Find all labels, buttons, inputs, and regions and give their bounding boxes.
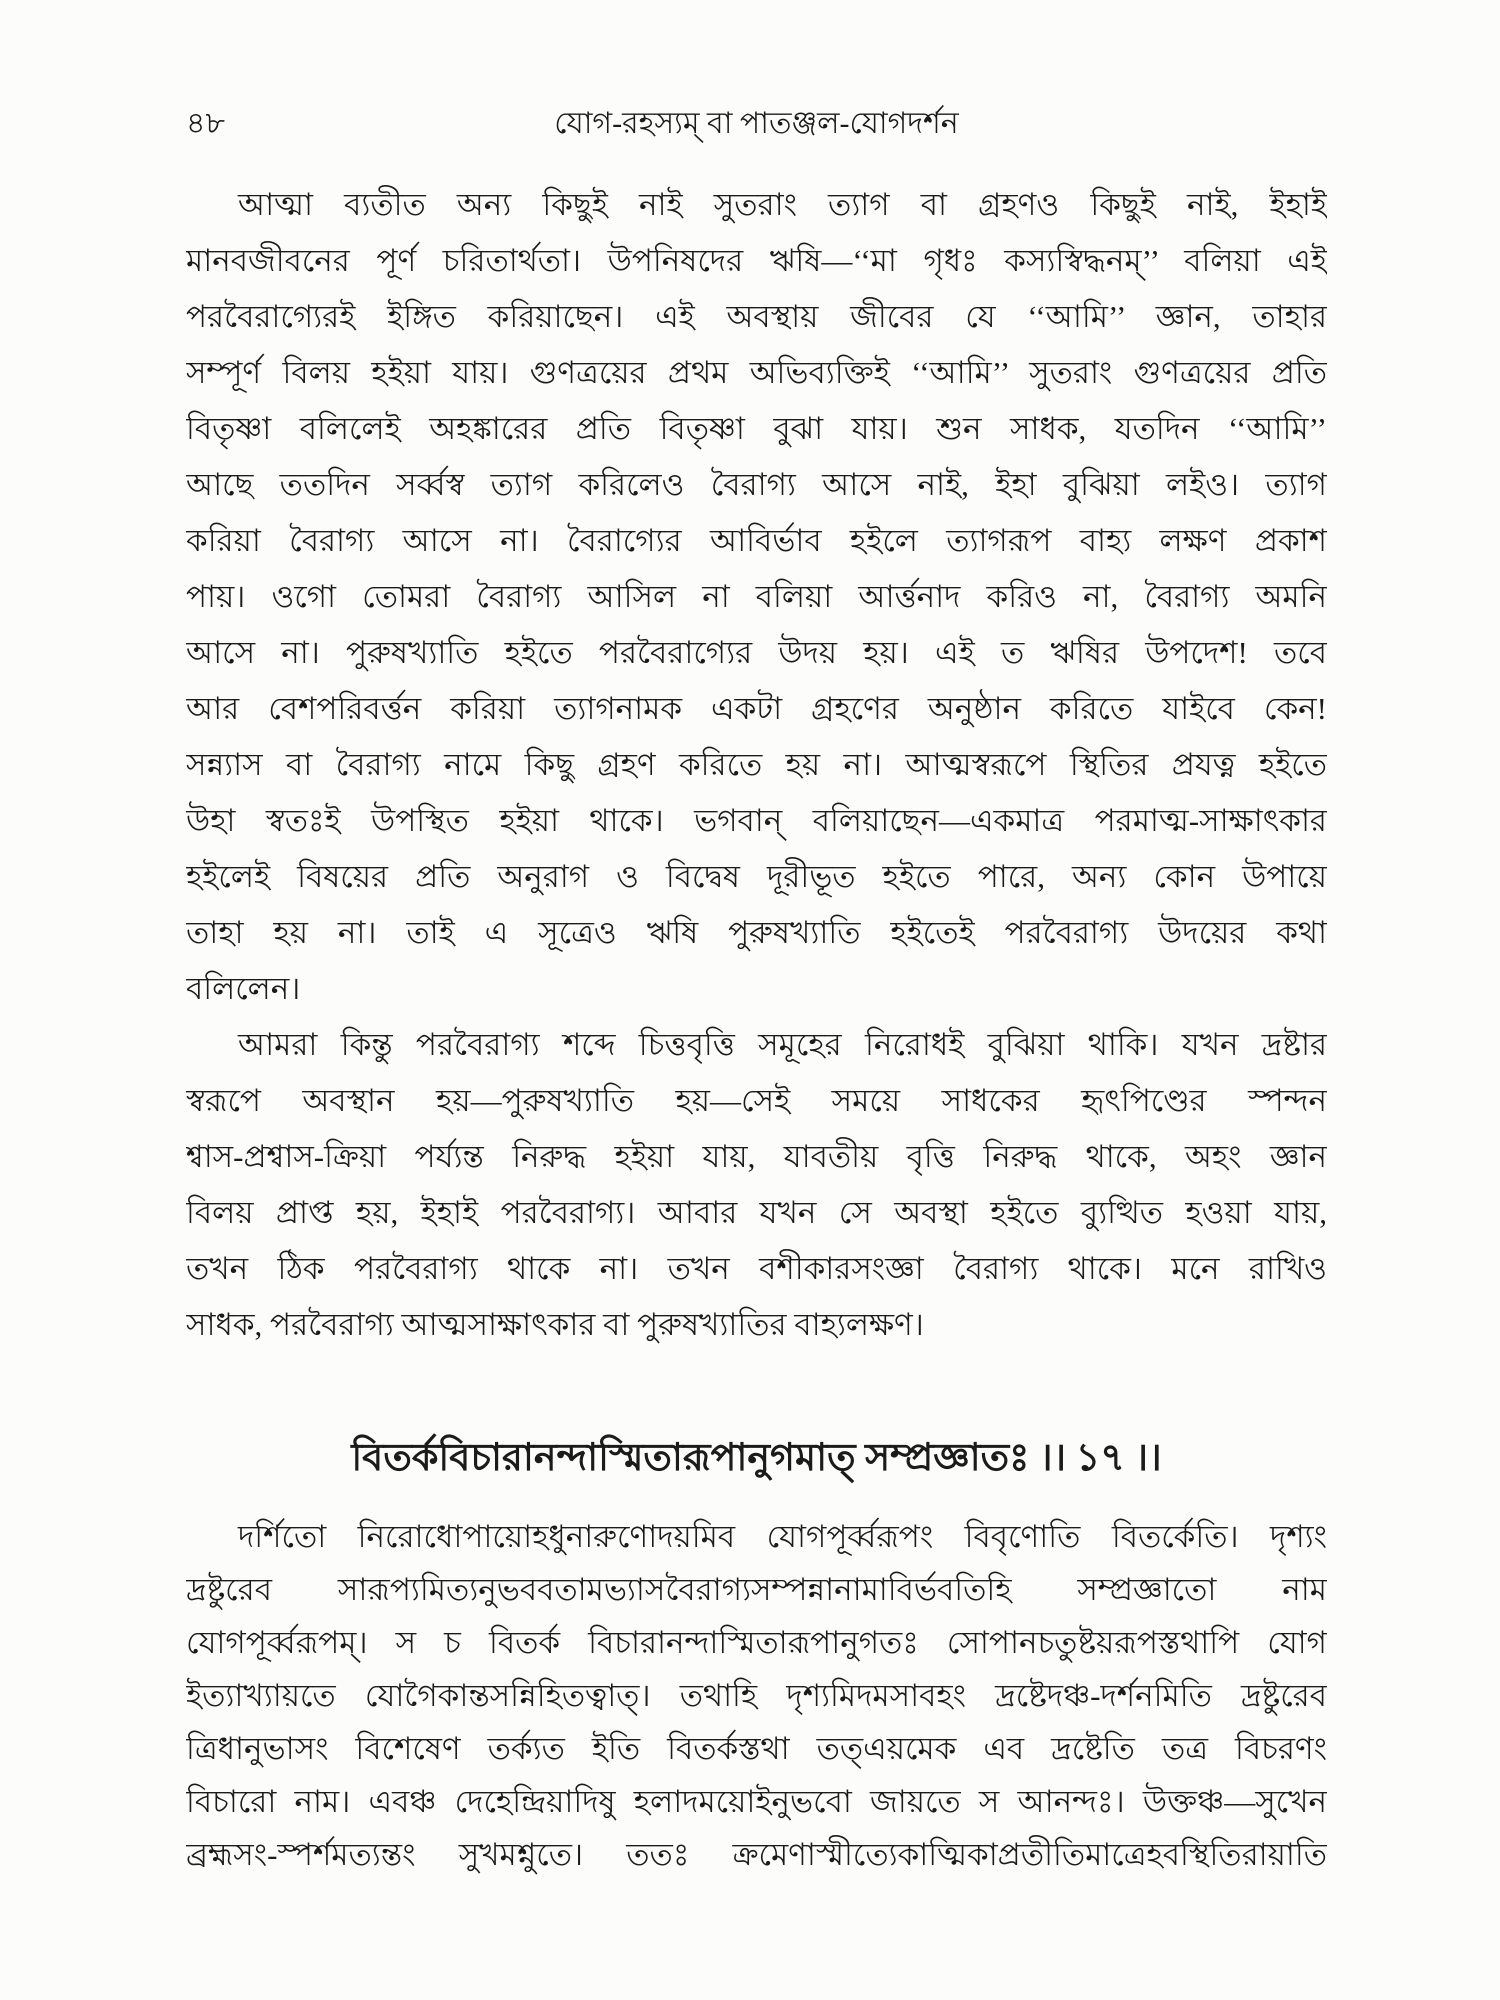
body-text-line: তখন ঠিক পরবৈরাগ্য থাকে না। তখন বশীকারসংজ্ঞা বৈরাগ্য থাকে। মনে রাখিও	[186, 1251, 1327, 1286]
commentary-line: বিচারো নাম। এবঞ্চ দেহেন্দ্রিয়াদিষু হলাদময়োইনুভবো জায়তে স আনন্দঃ। উক্তঞ্চ—সুখেন	[186, 1784, 1327, 1819]
commentary-line: ইত্যাখ্যায়তে যোগৈকান্তসন্নিহিতত্বাত্। তথাহি দৃশ্যমিদমসাবহং দ্রষ্টেদঞ্চ-দর্শনমিতি দ্রষ্টুরেব	[186, 1678, 1327, 1713]
sutra-heading: বিতর্কবিচারানন্দাস্মিতারূপানুগমাত্ সম্প্রজ্ঞাতঃ ।। ১৭ ।।	[351, 1437, 1162, 1479]
body-text-line: করিয়া বৈরাগ্য আসে না। বৈরাগ্যের আবির্ভাব হইলে ত্যাগরূপ বাহ্য লক্ষণ প্রকাশ	[186, 523, 1327, 558]
body-text-line: সাধক, পরবৈরাগ্য আত্মসাক্ষাৎকার বা পুরুষখ্যাতির বাহ্যলক্ষণ।	[186, 1307, 924, 1342]
commentary-line: দ্রষ্টুরেব সারূপ্যমিত্যনুভববতামভ্যাসবৈরাগ্যসম্পন্নানামাবির্ভবতিহি সম্প্রজ্ঞাতো নাম	[186, 1572, 1327, 1607]
paragraph	[186, 177, 1327, 1017]
body-text-line: আসে না। পুরুষখ্যাতি হইতে পরবৈরাগ্যের উদয় হয়। এই ত ঋষির উপদেশ! তবে	[186, 635, 1327, 670]
body-text-line: মানবজীবনের পূর্ণ চরিতার্থতা। উপনিষদের ঋষি—‘‘মা গৃধঃ কস্যস্বিদ্ধনম্’’ বলিয়া এই	[186, 243, 1327, 278]
body-text-line: শ্বাস-প্রশ্বাস-ক্রিয়া পর্য্যন্ত নিরুদ্ধ হইয়া যায়, যাবতীয় বৃত্তি নিরুদ্ধ থাকে, অহং জ্ঞান	[186, 1139, 1327, 1174]
commentary-paragraph	[186, 1510, 1327, 1881]
body-text-line: আছে ততদিন সর্ব্বস্ব ত্যাগ করিলেও বৈরাগ্য আসে নাই, ইহা বুঝিয়া লইও। ত্যাগ	[186, 467, 1327, 502]
body-text-line: স্বরূপে অবস্থান হয়—পুরুষখ্যাতি হয়—সেই সময়ে সাধকের হৃৎপিণ্ডের স্পন্দন	[186, 1083, 1327, 1118]
body-text-line: আত্মা ব্যতীত অন্য কিছুই নাই সুতরাং ত্যাগ বা গ্রহণও কিছুই নাই, ইহাই	[238, 187, 1327, 222]
body-text-line: বিলয় প্রাপ্ত হয়, ইহাই পরবৈরাগ্য। আবার যখন সে অবস্থা হইতে ব্যুত্থিত হওয়া যায়,	[186, 1195, 1327, 1230]
body-text-line: তাহা হয় না। তাই এ সূত্রেও ঋষি পুরুষখ্যাতি হইতেই পরবৈরাগ্য উদয়ের কথা	[186, 915, 1327, 950]
body-text-line: সম্পূর্ণ বিলয় হইয়া যায়। গুণত্রয়ের প্রথম অভিব্যক্তিই ‘‘আমি’’ সুতরাং গুণত্রয়ের প্রতি	[186, 355, 1327, 390]
body-text-line: বলিলেন।	[186, 971, 301, 1006]
commentary-line: ত্রিধানুভাসং বিশেষেণ তর্ক্যত ইতি বিতর্কস্তথা তত্এয়মেক এব দ্রষ্টেতি তত্র বিচরণং	[186, 1731, 1327, 1766]
commentary-line: যোগপূর্ব্বরূপম্। স চ বিতর্ক বিচারানন্দাস্মিতারূপানুগতঃ সোপানচতুষ্টয়রূপস্তথাপি যোগ	[186, 1625, 1327, 1660]
body-text-line: সন্ন্যাস বা বৈরাগ্য নামে কিছু গ্রহণ করিতে হয় না। আত্মস্বরূপে স্থিতির প্রযত্ন হইতে	[186, 747, 1327, 782]
body-text-line: উহা স্বতঃই উপস্থিত হইয়া থাকে। ভগবান্ বলিয়াছেন—একমাত্র পরমাত্ম-সাক্ষাৎকার	[186, 803, 1327, 838]
body-text-line: পায়। ওগো তোমরা বৈরাগ্য আসিল না বলিয়া আর্ত্তনাদ করিও না, বৈরাগ্য অমনি	[186, 579, 1327, 614]
body-text-line: হইলেই বিষয়ের প্রতি অনুরাগ ও বিদ্বেষ দূরীভূত হইতে পারে, অন্য কোন উপায়ে	[186, 859, 1327, 894]
body-text-line: পরবৈরাগ্যেরই ইঙ্গিত করিয়াছেন। এই অবস্থায় জীবের যে ‘‘আমি’’ জ্ঞান, তাহার	[186, 299, 1327, 334]
page-header	[186, 100, 1327, 148]
commentary-line: দর্শিতো নিরোধোপায়োহধুনারুণোদয়মিব যোগপূর্ব্বরূপং বিবৃণোতি বিতর্কেতি। দৃশ্যং	[238, 1519, 1327, 1554]
running-head: যোগ-রহস্যম্ বা পাতঞ্জল-যোগদর্শন	[554, 107, 959, 140]
page-number: ৪৮	[186, 107, 225, 140]
commentary-line: ব্রহ্মসং-স্পর্শমত্যন্তং সুখমশ্নুতে। ততঃ ক্রমেণাস্মীত্যেকাত্মিকাপ্রতীতিমাত্রেহবস্থিতিরায়াতি	[186, 1837, 1327, 1872]
paragraph	[186, 1017, 1327, 1353]
body-text-line: আমরা কিন্তু পরবৈরাগ্য শব্দে চিত্তবৃত্তি সমূহের নিরোধই বুঝিয়া থাকি। যখন দ্রষ্টার	[238, 1027, 1327, 1062]
body-text-line: বিতৃষ্ণা বলিলেই অহঙ্কারের প্রতি বিতৃষ্ণা বুঝা যায়। শুন সাধক, যতদিন ‘‘আমি’’	[186, 411, 1327, 446]
body-text-line: আর বেশপরিবর্ত্তন করিয়া ত্যাগনামক একটা গ্রহণের অনুষ্ঠান করিতে যাইবে কেন!	[186, 691, 1327, 726]
